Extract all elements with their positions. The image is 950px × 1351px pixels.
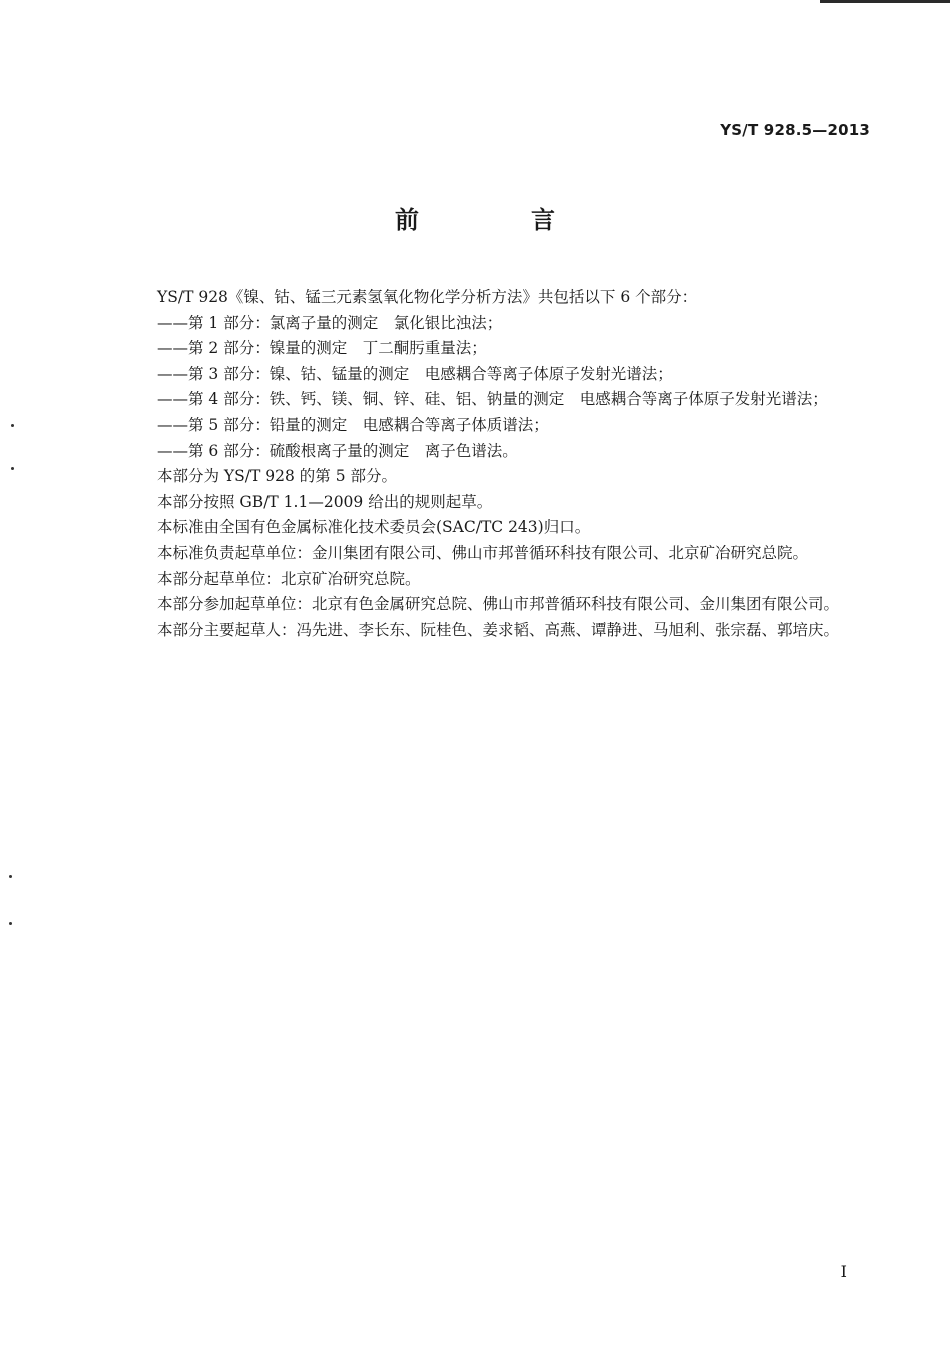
foreword-body <box>157 285 887 643</box>
scan-speck <box>11 467 14 470</box>
statement-paragraph: 本部分参加起草单位：北京有色金属研究总院、佛山市邦普循环科技有限公司、金川集团有限公司。 <box>157 595 840 614</box>
statement-paragraph: 本标准由全国有色金属标准化技术委员会(SAC/TC 243)归口。 <box>157 518 591 537</box>
statement-paragraph: 本标准负责起草单位：金川集团有限公司、佛山市邦普循环科技有限公司、北京矿冶研究总院。 <box>157 543 809 562</box>
scan-speck <box>11 424 14 427</box>
part-list-item: ——第 1 部分：氯离子量的测定 氯化银比浊法； <box>157 313 503 332</box>
part-list-item: ——第 3 部分：镍、钴、锰量的测定 电感耦合等离子体原子发射光谱法； <box>157 364 673 383</box>
statement-paragraph: 本部分主要起草人：冯先进、李长东、阮桂色、姜求韬、高燕、谭静进、马旭利、张宗磊、郭培庆。 <box>157 620 840 639</box>
standard-code: YS/T 928.5—2013 <box>720 121 870 139</box>
part-list-item: ——第 4 部分：铁、钙、镁、铜、锌、硅、铝、钠量的测定 电感耦合等离子体原子发射光谱法； <box>157 390 828 409</box>
statement-paragraph: 本部分按照 GB/T 1.1—2009 给出的规则起草。 <box>157 492 493 511</box>
intro-paragraph: YS/T 928《镍、钴、锰三元素氢氧化物化学分析方法》共包括以下 6 个部分： <box>157 288 698 306</box>
part-list-item: ——第 2 部分：镍量的测定 丁二酮肟重量法； <box>157 339 487 358</box>
top-edge-rule <box>820 0 950 3</box>
scan-speck <box>9 875 12 878</box>
statement-paragraph: 本部分起草单位：北京矿冶研究总院。 <box>157 569 421 588</box>
part-list-item: ——第 6 部分：硫酸根离子量的测定 离子色谱法。 <box>157 441 518 460</box>
statement-paragraph: 本部分为 YS/T 928 的第 5 部分。 <box>157 467 397 486</box>
scan-speck <box>9 922 12 925</box>
page-number: I <box>840 1262 847 1281</box>
page-title: 前 言 <box>395 205 599 234</box>
part-list-item: ——第 5 部分：铅量的测定 电感耦合等离子体质谱法； <box>157 415 549 434</box>
